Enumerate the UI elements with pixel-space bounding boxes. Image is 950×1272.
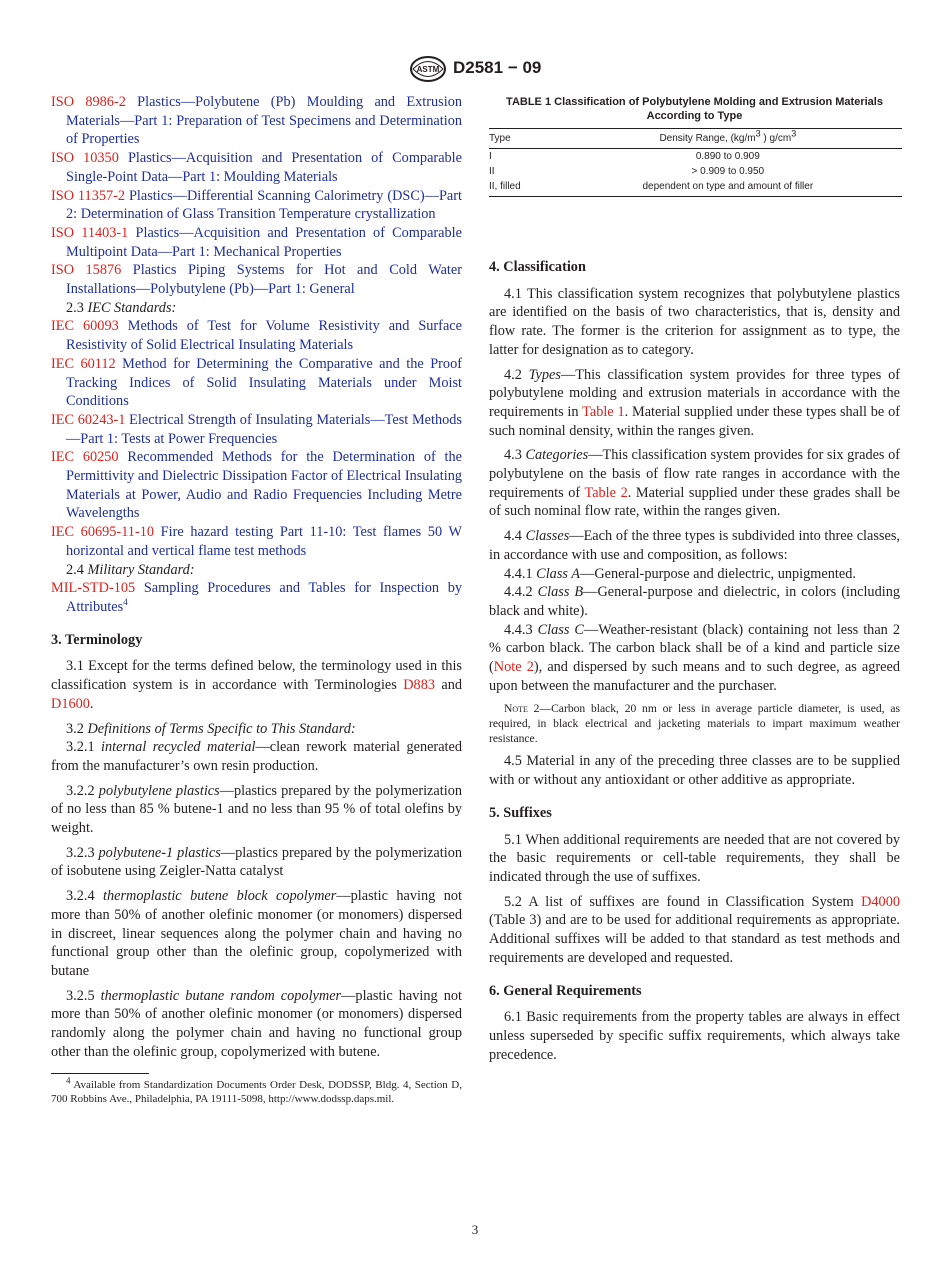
term: Class C [537, 621, 584, 638]
text: . [89, 695, 94, 712]
paragraph-4-5: 4.5 Material in any of the preceding three classes are to be supplied with or without any antioxidant or other additive as appropriate. [489, 753, 900, 789]
table-1 [489, 95, 900, 197]
text: —Each of the three types is subdivided into three classes, in accordance with use and composition, as follows: [489, 528, 900, 563]
reference-iec-60695-11-10 [51, 523, 462, 560]
term: polybutylene plastics [98, 782, 220, 799]
link-table-1[interactable]: Table 1 [582, 403, 625, 420]
text: 3.1 Except for the terms defined below, the terminology used in this classification system is in accordance with Terminologies [51, 658, 462, 694]
mil-heading-number: 2.4 [66, 561, 84, 578]
reference-title-link[interactable]: Plastics—Acquisition and Presentation of Comparable Single-Point Data—Part 1: Moulding Materials [66, 150, 463, 185]
text: —plastics prepared by the polymerization of no less than 85 % butene-1 and no less than 95 % of total olefins by weight. [51, 782, 462, 837]
text: —plastic having not more than 50% of another olefinic monomer (or monomers) dispersed randomly along the polymer chain and having no functional group other than the olefinic group, copolymerized with butene. [51, 987, 462, 1060]
table-header-row [489, 129, 902, 149]
number: 3.2.3 [66, 844, 99, 861]
cell-type: II, filled [489, 179, 554, 197]
number: 4.3 [504, 447, 526, 464]
superscript: 3 [755, 128, 761, 139]
link-d4000[interactable]: D4000 [861, 893, 900, 910]
page-header [0, 56, 950, 82]
definition-3-2-5 [51, 987, 462, 1062]
section-heading-classification: 4. Classification [489, 259, 586, 275]
reference-mil-std-105 [51, 579, 462, 616]
column-header-type: Type [489, 129, 554, 149]
definition-3-2-2 [51, 782, 462, 838]
term: thermoplastic butane random copolymer [100, 987, 342, 1004]
term: Class B [537, 584, 584, 601]
number: 4.2 [504, 366, 529, 383]
reference-code-link[interactable]: ISO 11357-2 [51, 187, 126, 204]
note-text: 2—Carbon black, 20 nm or less in average particle diameter, is used, as required, in black electrical and jacketing materials to impart maximum weather resistance. [489, 702, 900, 746]
text: —General-purpose and dielectric, unpigmented. [580, 565, 856, 582]
paragraph-3-2 [51, 720, 462, 739]
paragraph-4-4-2 [489, 583, 900, 620]
left-column [51, 93, 462, 1106]
column-header-density [554, 129, 902, 149]
paragraph-4-3 [489, 446, 900, 521]
term: Classes [525, 528, 570, 545]
term: Categories [525, 447, 589, 464]
text: —General-purpose and dielectric, in colors (including black and white). [489, 584, 900, 619]
section-heading-general-requirements: 6. General Requirements [489, 982, 642, 999]
reference-title-link[interactable]: Sampling Procedures and Tables for Inspection by Attributes [66, 580, 462, 615]
page-number: 3 [471, 1222, 479, 1237]
iec-heading-number: 2.3 [66, 299, 84, 316]
term: polybutene-1 plastics [98, 844, 221, 861]
text: Density Range, (kg/m [659, 133, 756, 144]
footnote-number: 4 [66, 1075, 71, 1086]
paragraph-5-2 [489, 893, 900, 968]
iec-standards-heading [51, 299, 462, 318]
number: 4.4.1 [504, 565, 537, 582]
definition-3-2-3 [51, 844, 462, 881]
table-title: TABLE 1 Classification of Polybutylene Molding and Extrusion Materials According to Type [506, 96, 883, 122]
link-table-2[interactable]: Table 2 [584, 484, 628, 501]
number: 3.2.1 [66, 739, 102, 756]
reference-code-link[interactable]: ISO 15876 [51, 262, 122, 279]
reference-code-link[interactable]: IEC 60093 [51, 318, 119, 335]
text: . Material supplied under these grades shall be of such nominal flow rate, within the ranges given. [489, 484, 900, 520]
text: . Material supplied under these types shall be of such nominal density, within the ranges given. [489, 403, 900, 439]
cell-density: dependent on type and amount of filler [554, 179, 902, 197]
reference-iso-15876 [51, 261, 462, 298]
definition-3-2-4 [51, 887, 462, 981]
cell-density: 0.890 to 0.909 [695, 151, 760, 162]
classification-table [489, 128, 902, 197]
mil-heading-label: Military Standard: [87, 561, 195, 578]
paragraph-5-1: 5.1 When additional requirements are needed that are not covered by the basic requirements or cell-table requirements, they shall be indicated through the use of suffixes. [489, 831, 900, 885]
right-column [489, 93, 900, 1064]
text: Definitions of Terms Specific to This Standard: [87, 720, 356, 737]
number: 4.4.3 [504, 621, 538, 638]
reference-title-link[interactable]: Plastics—Polybutene (Pb) Moulding and Extrusion Materials—Part 1: Preparation of Test Specimens and Determination of Properties [66, 94, 462, 148]
reference-iec-60243-1 [51, 411, 462, 448]
reference-title-link[interactable]: Plastics Piping Systems for Hot and Cold Water Installations—Polybutylene (Pb)—Part 1: General [66, 262, 463, 298]
reference-iso-8986-2 [51, 93, 462, 149]
reference-title-link[interactable]: Plastics—Differential Scanning Calorimetry (DSC)—Part 2: Determination of Glass Transition Temperature crystallization [66, 187, 463, 223]
reference-code-link[interactable]: ISO 10350 [51, 150, 119, 167]
cell-type: I [489, 151, 492, 162]
footnote-4 [51, 1075, 462, 1106]
text: (Table 3) and are to be used for additional requirements as appropriate. Additional suffixes will be added to that standard as test methods and requirements are developed and requested. [489, 912, 900, 966]
cell-type: II [489, 166, 495, 177]
text: —plastics prepared by the polymerization of isobutene using Zeigler-Natta catalyst [51, 844, 462, 880]
table-row [489, 164, 902, 179]
reference-code-link[interactable]: MIL-STD-105 [51, 580, 136, 597]
reference-title-link[interactable]: Electrical Strength of Insulating Materials—Test Methods—Part 1: Tests at Power Frequencies [66, 411, 462, 447]
term: Types [528, 366, 561, 383]
table-row [489, 149, 902, 165]
paragraph-4-4 [489, 527, 900, 564]
text: —This classification system provides for three types of polybutylene molding and extrusion materials in accordance with the requirements in [489, 366, 900, 420]
svg-text:ASTM: ASTM [416, 65, 440, 74]
reference-title-link[interactable]: Recommended Methods for the Determination of the Permittivity and Dielectric Dissipation Factor of Electrical Insulating Materials at Power, Audio and Radio Frequencies Including Metre Wavelengths [66, 449, 463, 522]
footnote-text: Available from Standardization Documents Order Desk, DODSSP, Bldg. 4, Section D, 700 Robbins Ave., Philadelphia, PA 19111-5098, http://www.dodssp.daps.mil. [51, 1079, 462, 1106]
number: 3.2.4 [66, 888, 104, 905]
astm-logo-icon [409, 56, 447, 82]
reference-iec-60112 [51, 355, 462, 411]
iec-heading-label: IEC Standards: [87, 299, 177, 316]
footnote-rule [51, 1073, 149, 1074]
text: and [435, 677, 463, 694]
link-d883[interactable]: D883 [403, 677, 435, 694]
text: —clean rework material generated from the manufacturer’s own resin production. [51, 739, 463, 774]
reference-iso-11403-1 [51, 224, 462, 261]
reference-iso-11357-2 [51, 187, 462, 224]
footnote-marker: 4 [123, 597, 128, 608]
reference-title-link[interactable]: Methods of Test for Volume Resistivity and Surface Resistivity of Solid Electrical Insulating Materials [66, 318, 462, 354]
link-note-2[interactable]: Note 2 [493, 659, 534, 676]
number: 3.2 [66, 720, 88, 737]
link-d1600[interactable]: D1600 [51, 695, 90, 712]
paragraph-6-1: 6.1 Basic requirements from the property tables are always in effect unless superseded by specific suffix requirements, which always take precedence. [489, 1009, 900, 1063]
reference-title-link[interactable]: Fire hazard testing Part 11-10: Test flames 50 W horizontal and vertical flame test methods [66, 524, 462, 559]
text: —This classification system provides for six grades of polybutylene on the basis of flow rate ranges in accordance with the requirements of [489, 447, 900, 501]
reference-title-link[interactable]: Method for Determining the Comparative and the Proof Tracking Indices of Solid Insulating Materials under Moist Conditions [66, 355, 462, 410]
term: Class A [536, 565, 581, 582]
paragraph-4-4-1 [489, 565, 900, 584]
reference-iec-60093 [51, 317, 462, 354]
paragraph-4-1: 4.1 This classification system recognizes that polybutylene plastics are identified on the basis of two characteristics, that is, density and flow rate. The former is the criterion for assignment as to type, the latter for designation as to category. [489, 285, 900, 358]
reference-code-link[interactable]: IEC 60250 [51, 449, 119, 466]
document-id: D2581 − 09 [453, 58, 542, 77]
reference-iec-60250 [51, 448, 462, 523]
text: ) g/cm [760, 133, 792, 144]
reference-title-link[interactable]: Plastics—Acquisition and Presentation of Comparable Multipoint Data—Part 1: Mechanical Properties [66, 224, 462, 260]
paragraph-4-2 [489, 366, 900, 441]
military-standard-heading [51, 561, 462, 580]
number: 4.4.2 [504, 584, 538, 601]
term: thermoplastic butene block copolymer [103, 888, 337, 905]
note-2 [489, 701, 900, 746]
cell-density: > 0.909 to 0.950 [691, 166, 765, 177]
reference-code-link[interactable]: IEC 60112 [51, 355, 116, 372]
reference-code-link[interactable]: ISO 11403-1 [51, 224, 129, 241]
definition-3-2-1 [51, 738, 462, 775]
note-label: Note [504, 702, 528, 716]
paragraph-3-1 [51, 657, 462, 713]
text: 5.2 A list of suffixes are found in Classification System [504, 893, 862, 910]
section-heading-terminology: 3. Terminology [51, 631, 143, 648]
term: internal recycled material [101, 739, 256, 756]
reference-code-link[interactable]: IEC 60243-1 [51, 411, 126, 428]
text: —Weather-resistant (black) containing not less than 2 % carbon black. The carbon black shall be of a kind and particle size ( [489, 621, 900, 676]
paragraph-4-4-3 [489, 621, 900, 696]
table-row [489, 179, 902, 197]
number: 3.2.5 [66, 987, 101, 1004]
text: —plastic having not more than 50% of another olefinic monomer (or monomers) dispersed in discreet, linear sequences along the polymer chain and having no functional group other than the olefinic group, copolymerized with butane [51, 888, 463, 979]
reference-code-link[interactable]: ISO 8986-2 [51, 94, 126, 110]
number: 4.4 [504, 528, 526, 545]
text: ), and dispersed by such means and to such degree, as agreed upon between the manufacturer and the purchaser. [489, 659, 900, 694]
section-heading-suffixes: 5. Suffixes [489, 804, 552, 821]
superscript: 3 [791, 128, 797, 139]
reference-code-link[interactable]: IEC 60695-11-10 [51, 524, 155, 541]
reference-iso-10350 [51, 149, 462, 186]
number: 3.2.2 [66, 782, 99, 799]
